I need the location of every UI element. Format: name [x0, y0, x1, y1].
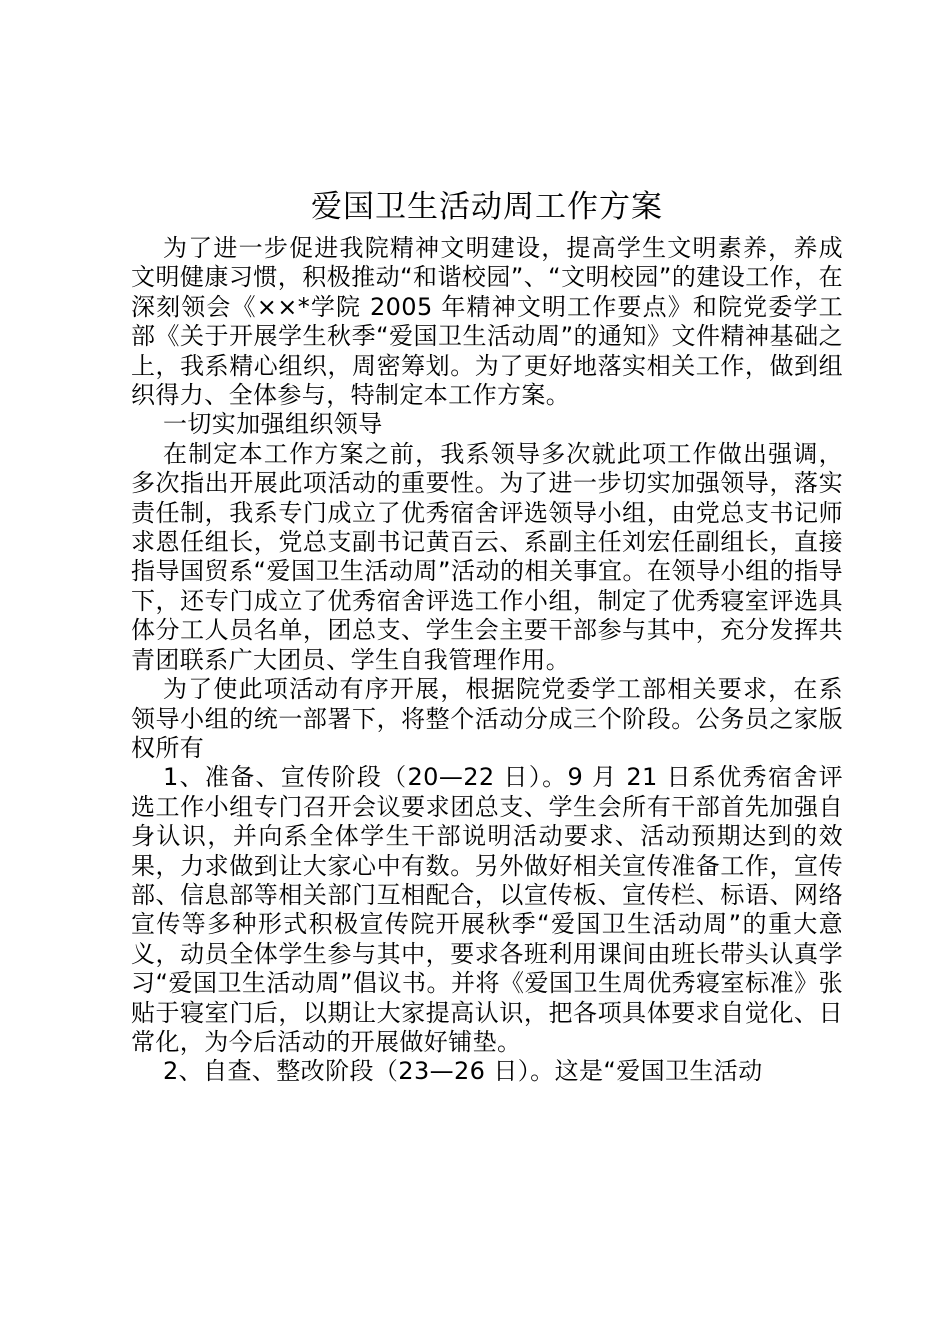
- document-title: 爱国卫生活动周工作方案: [311, 189, 663, 225]
- paragraph-stages: 为了使此项活动有序开展，根据院党委学工部相关要求，在系领导小组的统一部署下，将整个活动分成三个阶段。公务员之家版权所有: [131, 675, 843, 762]
- paragraph-stage-1: 1、准备、宣传阶段（20—22 日）。9 月 21 日系优秀宿舍评选工作小组专门召开会议要求团总支、学生会所有干部首先加强自身认识，并向系全体学生干部说明活动要求、活动预期达到的效果，力求做到让大家心中有数。另外做好相关宣传准备工作，宣传部、信息部等相关部门互相配合，以宣传板、宣传栏、标语、网络宣传等多种形式积极宣传院开展秋季“爱国卫生活动周”的重大意义，动员全体学生参与其中，要求各班利用课间由班长带头认真学习“爱国卫生活动周”倡议书。并将《爱国卫生周优秀寝室标准》张贴于寝室门后，以期让大家提高认识，把各项具体要求自觉化、日常化，为今后活动的开展做好铺垫。: [131, 763, 843, 1056]
- document-page: [131, 180, 843, 1087]
- paragraph-stage-2: 2、自查、整改阶段（23—26 日）。这是“爱国卫生活动: [163, 1057, 763, 1086]
- section-heading-leadership: 一切实加强组织领导: [163, 410, 383, 439]
- paragraph-intro: 为了进一步促进我院精神文明建设，提高学生文明素养，养成文明健康习惯，积极推动“和谐校园”、“文明校园”的建设工作，在深刻领会《××*学院 2005 年精神文明工作要点》和院党委学工部《关于开展学生秋季“爱国卫生活动周”的通知》文件精神基础之上，我系精心组织，周密筹划。为了更好地落实相关工作，做到组织得力、全体参与，特制定本工作方案。: [131, 234, 843, 410]
- paragraph-leadership: 在制定本工作方案之前，我系领导多次就此项工作做出强调，多次指出开展此项活动的重要性。为了进一步切实加强领导，落实责任制，我系专门成立了优秀宿舍评选领导小组，由党总支书记师求恩任组长，党总支副书记黄百云、系副主任刘宏任副组长，直接指导国贸系“爱国卫生活动周”活动的相关事宜。在领导小组的指导下，还专门成立了优秀宿舍评选工作小组，制定了优秀寝室评选具体分工人员名单，团总支、学生会主要干部参与其中，充分发挥共青团联系广大团员、学生自我管理作用。: [131, 439, 843, 674]
